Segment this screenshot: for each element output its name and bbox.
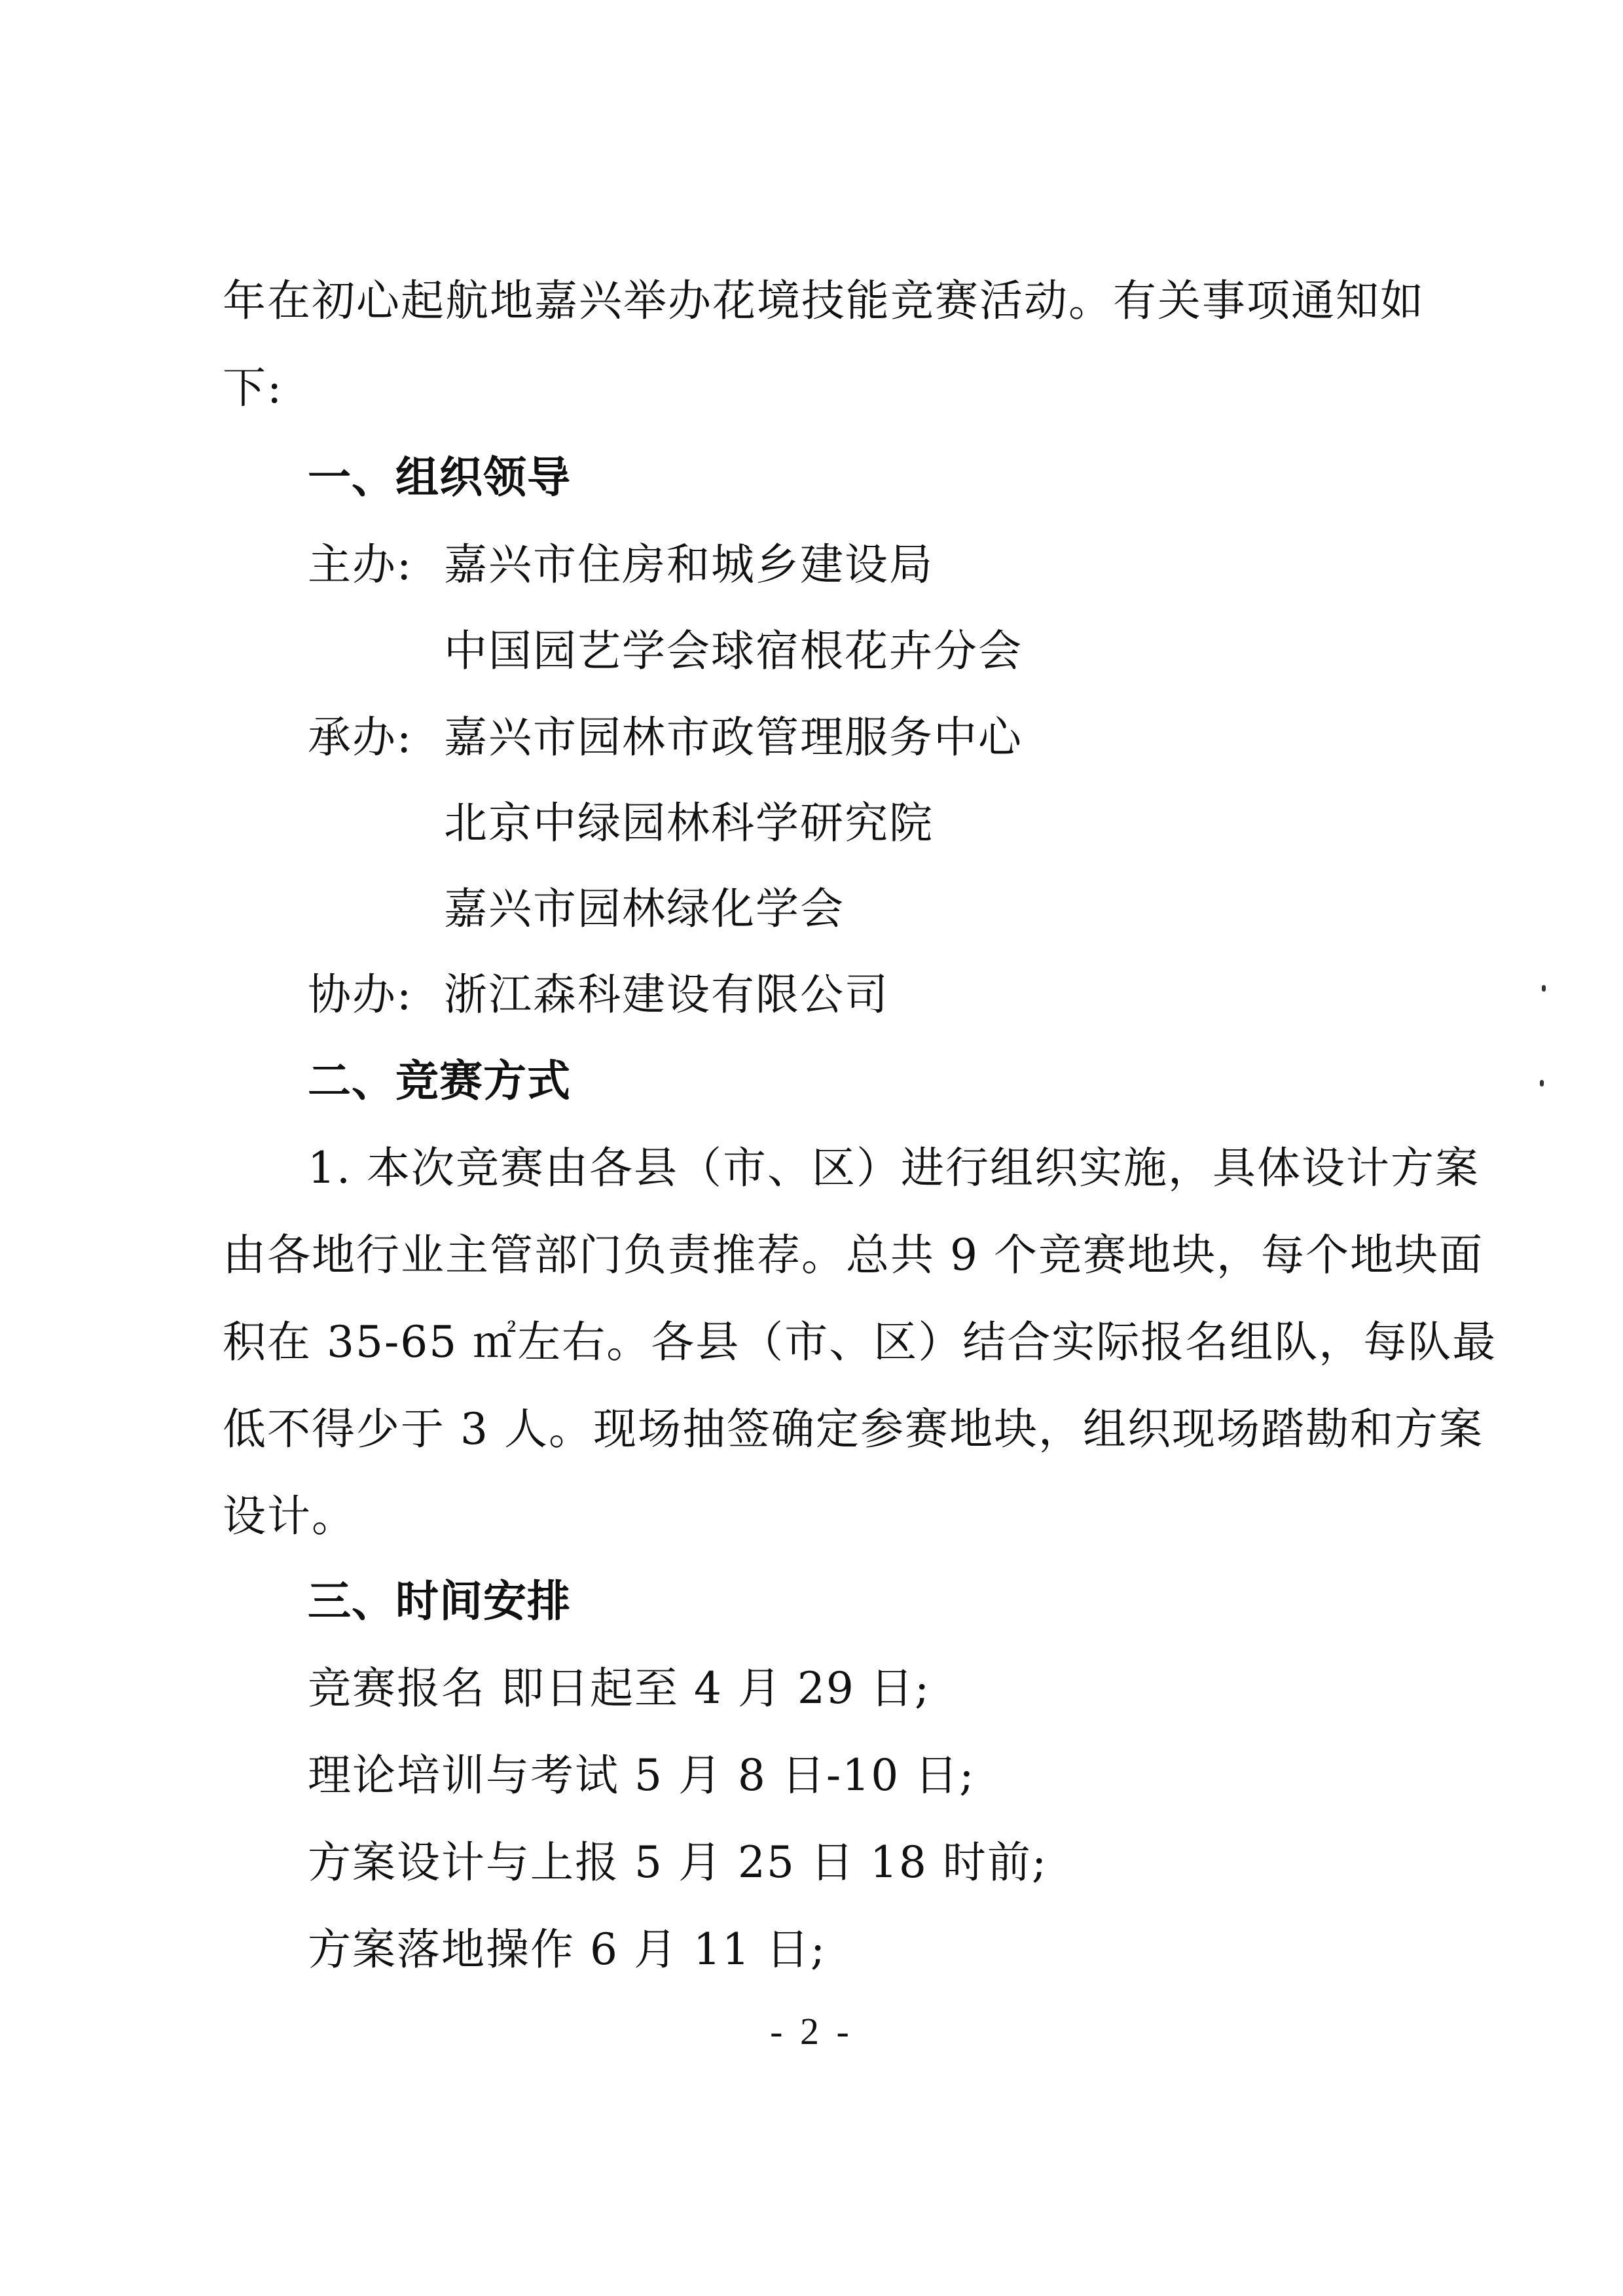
- coorganizer-org-1: 浙江森科建设有限公司: [444, 969, 889, 1020]
- section-1-heading: 一、组织领导: [308, 452, 571, 503]
- host-org-2: 中国园艺学会球宿根花卉分会: [444, 626, 1023, 676]
- scan-speck: [1540, 1080, 1544, 1086]
- host-org-1: 嘉兴市住房和城乡建设局: [444, 539, 934, 590]
- section-2-line-4: 低不得少于 3 人。现场抽签确定参赛地块，组织现场踏勘和方案: [223, 1404, 1484, 1454]
- coorganizer-label: 协办:: [308, 969, 413, 1020]
- schedule-item-2: 理论培训与考试 5 月 8 日-10 日;: [308, 1750, 976, 1801]
- section-2-line-1: 1. 本次竞赛由各县（市、区）进行组织实施，具体设计方案: [308, 1143, 1480, 1193]
- intro-line-2: 下:: [223, 363, 283, 413]
- coorganizer-row: [308, 965, 412, 1024]
- organizer-org-3: 嘉兴市园林绿化学会: [444, 884, 845, 934]
- schedule-item-4: 方案落地操作 6 月 11 日;: [308, 1924, 827, 1975]
- schedule-item-1: 竞赛报名 即日起至 4 月 29 日;: [308, 1663, 931, 1713]
- section-2-line-2: 由各地行业主管部门负责推荐。总共 9 个竞赛地块，每个地块面: [223, 1230, 1484, 1280]
- intro-line-1: 年在初心起航地嘉兴举办花境技能竞赛活动。有关事项通知如: [223, 276, 1425, 326]
- section-2-line-5: 设计。: [223, 1491, 356, 1541]
- organizer-org-1: 嘉兴市园林市政管理服务中心: [444, 712, 1023, 762]
- organizer-org-2: 北京中绿园林科学研究院: [444, 798, 934, 848]
- host-row: [308, 535, 412, 594]
- scan-speck: [1542, 985, 1546, 992]
- section-3-heading: 三、时间安排: [308, 1576, 571, 1626]
- organizer-row: [308, 708, 412, 767]
- host-label: 主办:: [308, 539, 413, 590]
- section-2-line-3: 积在 35-65 ㎡左右。各县（市、区）结合实际报名组队，每队最: [223, 1317, 1497, 1367]
- page-number: - 2 -: [770, 2010, 853, 2053]
- section-2-heading: 二、竞赛方式: [308, 1056, 571, 1106]
- schedule-item-3: 方案设计与上报 5 月 25 日 18 时前;: [308, 1837, 1048, 1888]
- organizer-label: 承办:: [308, 712, 413, 762]
